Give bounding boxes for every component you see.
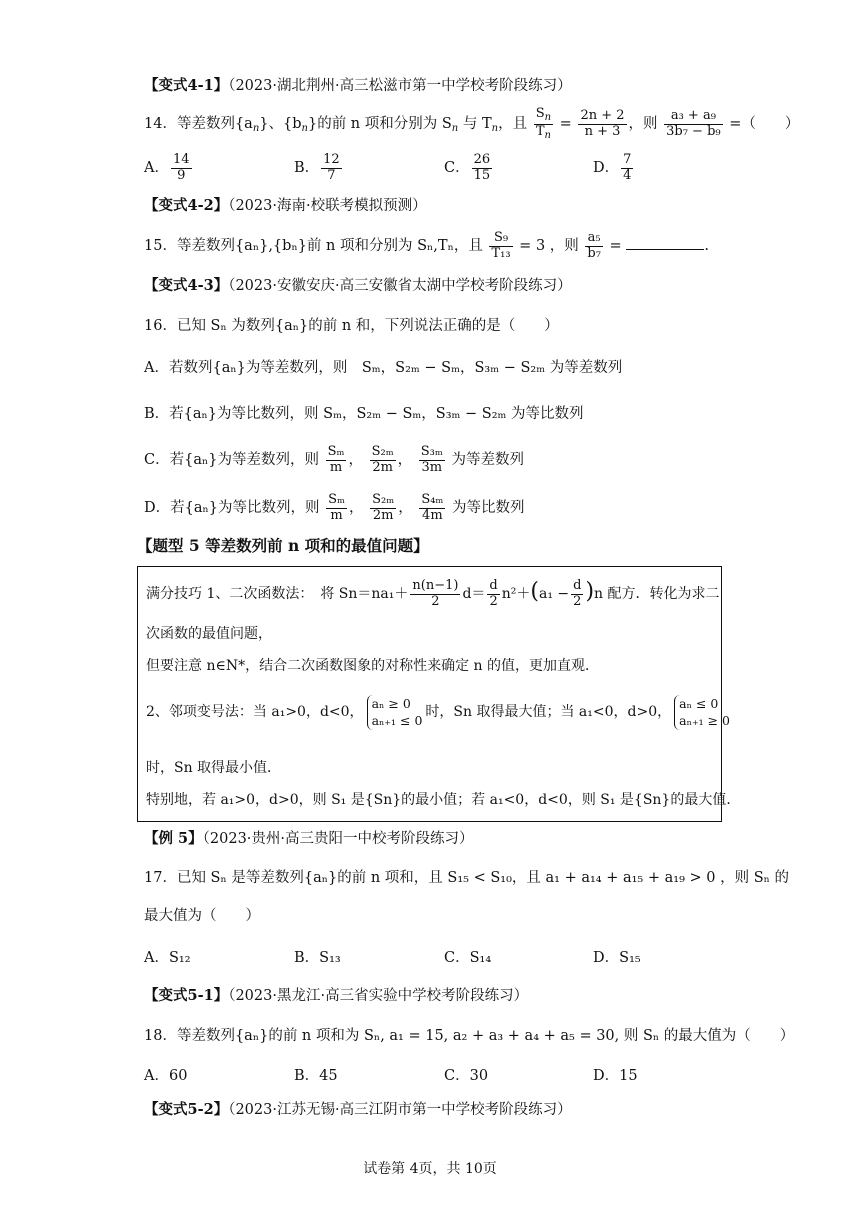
option-c: C． $\frac{26}{15}$ xyxy=(444,151,491,183)
fraction-target: $\frac{\text{a₃ + a₉}}{\text{3b₇ − b₉}}$ xyxy=(666,107,721,139)
variant-5-1-heading: 【变式5-1】（2023·黑龙江·高三省实验中学校考阶段练习） xyxy=(144,987,529,1004)
question-16-option-a: A．若数列{aₙ}为等差数列，则 Sₘ，S₂ₘ − Sₘ，S₃ₘ − S₂ₘ 为等差数列 xyxy=(144,360,623,376)
question-17-stem: 17．已知 Sₙ 是等差数列{aₙ}的前 n 项和，且 S₁₅ < S₁₀，且 a₁ + a₁₄ + a₁₅ + a₁₉ > 0 ，则 Sₙ 的 xyxy=(144,870,790,886)
question-16-option-d: D．若{aₙ}为等比数列，则 $\frac{\text{Sₘ}}{m}$ ， $\frac{\text{S₂ₘ}}{2m}$ ， $\frac{\text{S₄ₘ}}{4m}$ 为等比数列 xyxy=(144,491,525,523)
option-b: B．S₁₃ xyxy=(294,950,341,966)
variant-5-2-heading: 【变式5-2】（2023·江苏无锡·高三江阴市第一中学校考阶段练习） xyxy=(144,1101,572,1118)
tips-line-6: 特别地，若 a₁>0，d>0，则 S₁ 是{Sn}的最小值；若 a₁<0，d<0，则 S₁ 是{Sn}的最大值． xyxy=(146,792,741,808)
option-d: D．15 xyxy=(593,1068,638,1084)
question-18-stem: 18．等差数列{aₙ}的前 n 项和为 Sₙ, a₁ = 15, a₂ + a₃ + a₄ + a₅ = 30, 则 Sₙ 的最大值为（ ） xyxy=(144,1028,795,1044)
fraction-rhs: $\frac{2n + 2}{n + 3}$ xyxy=(580,107,625,139)
page-footer: 试卷第 4页，共 10页 xyxy=(363,1161,497,1177)
question-16-stem: 16．已知 Sₙ 为数列{aₙ}的前 n 和，下列说法正确的是（ ） xyxy=(144,318,559,334)
variant-4-1-heading: 【变式4-1】（2023·湖北荆州·高三松滋市第一中学校考阶段练习） xyxy=(144,77,572,94)
question-16-option-c: C．若{aₙ}为等差数列，则 $\frac{\text{Sₘ}}{m}$ ， $\frac{\text{S₂ₘ}}{2m}$ ， $\frac{\text{S₃ₘ}}{3m}$ 为等差数列 xyxy=(144,443,524,475)
tips-line-1: 满分技巧 1、二次函数法： 将 Sn＝na₁＋ $\frac{n(n-1)}{2}$ d＝ $\frac{d}{2}$ n²＋(a₁ − $\frac{d}{2}$ )n 配方．转化为求二 xyxy=(146,577,720,609)
tips-line-3: 但要注意 n∈N*，结合二次函数图象的对称性来确定 n 的值，更加直观． xyxy=(146,658,599,674)
type-5-heading: 【题型 5 等差数列前 n 项和的最值问题】 xyxy=(137,536,429,555)
question-16-option-b: B．若{aₙ}为等比数列，则 Sₘ，S₂ₘ − Sₘ，S₃ₘ − S₂ₘ 为等比数列 xyxy=(144,406,584,422)
option-b: B．45 xyxy=(294,1068,338,1084)
question-17-stem-2: 最大值为（ ） xyxy=(144,908,260,924)
option-d: D．S₁₅ xyxy=(593,950,641,966)
question-15-stem: 15．等差数列{aₙ},{bₙ}前 n 项和分别为 Sₙ,Tₙ，且 $\frac{\text{S₉}}{\text{T₁₃}}$ = 3 ，则 $\frac{\text{a₅}}{\text{b₇}}$ = . xyxy=(144,229,709,261)
variant-4-3-heading: 【变式4-3】（2023·安徽安庆·高三安徽省太湖中学校考阶段练习） xyxy=(144,277,572,294)
option-a: A．60 xyxy=(144,1068,188,1084)
answer-blank[interactable] xyxy=(626,235,704,250)
option-d: D． $\frac{7}{4}$ xyxy=(593,151,632,183)
option-b: B． $\frac{12}{7}$ xyxy=(294,151,340,183)
example-5-heading: 【例 5】（2023·贵州·高三贵阳一中校考阶段练习） xyxy=(144,830,474,847)
option-c: C．S₁₄ xyxy=(444,950,492,966)
variant-4-2-heading: 【变式4-2】（2023·海南·校联考模拟预测） xyxy=(144,197,427,214)
option-a: A．S₁₂ xyxy=(144,950,191,966)
question-14-stem: 14．等差数列$\{a_n\}$、$\{b_n\}$的前 n 项和分别为 $S_n$ 与 $T_n$，且 $\frac{S_n}{T_n}$ = $\frac{2n + 2}{n + 3}$ ，则 $\frac{\text{a₃ + a₉}}{\text{3b₇ − b₉}}$ =（ ） xyxy=(144,106,800,141)
tips-line-2: 次函数的最值问题， xyxy=(146,626,272,642)
option-c: C．30 xyxy=(444,1068,489,1084)
option-a: A． $\frac{14}{9}$ xyxy=(144,151,190,183)
tips-line-4: 2、邻项变号法：当 a₁>0，d<0， aₙ ≥ 0 aₙ₊₁ ≤ 0 时，Sn 取得最大值；当 a₁<0，d>0， aₙ ≤ 0 aₙ₊₁ ≥ 0 xyxy=(146,695,730,728)
tips-line-5: 时，Sn 取得最小值． xyxy=(146,760,282,776)
fraction-s-over-t: $\frac{S_n}{T_n}$ xyxy=(535,106,552,141)
